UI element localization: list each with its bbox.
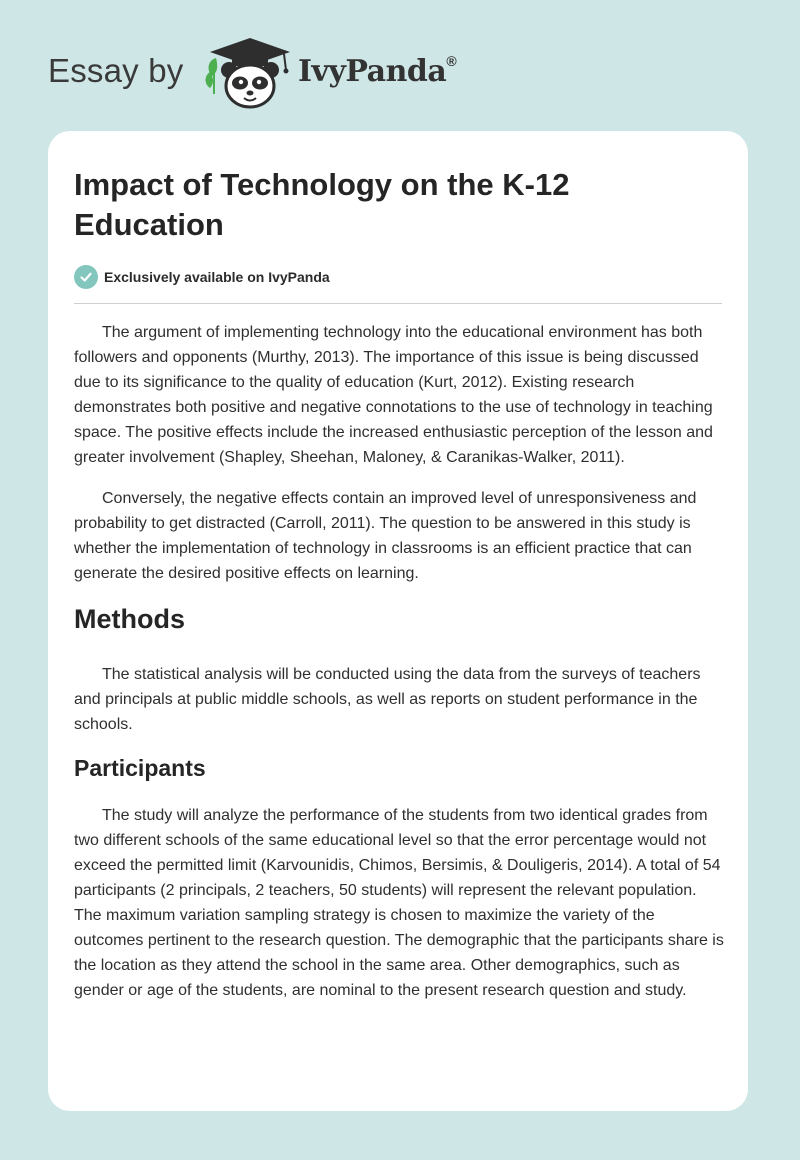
- title-divider: [74, 303, 722, 304]
- participants-paragraph: The study will analyze the performance of the students from two identical grades from two different schools of the same educational level so that the error percentage would not exceed the permitted limit (Karvounidis, Chimos, Bersimis, & Douligeris, 2014). A total of 54 participants (2 principals, 2 teachers, 50 students) will represent the relevant population. The maximum variation sampling strategy is chosen to maximize the variety of the outcomes pertinent to the research question. The demographic that the participants share is the location as they attend the school in the same area. Other demographics, such as gender or age of the students, are nominal to the present research question and study.: [74, 807, 724, 999]
- registered-mark: ®: [446, 53, 457, 69]
- article-body: [74, 320, 726, 1019]
- article-title: Impact of Technology on the K-12 Education: [74, 167, 570, 242]
- brand-name-text: IvyPanda: [298, 54, 447, 89]
- methods-paragraph: The statistical analysis will be conducted using the data from the surveys of teachers and principals at public middle schools, as well as reports on student performance in the schools.: [74, 666, 701, 733]
- site-header: [48, 36, 748, 116]
- exclusive-badge-text: Exclusively available on IvyPanda: [104, 269, 330, 285]
- methods-heading: Methods: [74, 604, 185, 634]
- participants-heading: Participants: [74, 755, 206, 781]
- panda-graduate-logo-icon[interactable]: [202, 36, 298, 110]
- check-circle-icon: [74, 265, 98, 289]
- exclusive-badge: [74, 264, 330, 290]
- intro-paragraph-1: The argument of implementing technology into the educational environment has both followers and opponents (Murthy, 2013). The importance of this issue is being discussed due to its significance to the quality of education (Kurt, 2012). Existing research demonstrates both positive and negative connotations to the use of technology in teaching space. The positive effects include the increased enthusiastic perception of the lesson and greater involvement (Shapley, Sheehan, Maloney, & Caranikas-Walker, 2011).: [74, 324, 713, 466]
- article-card: [48, 131, 748, 1111]
- intro-paragraph-2: Conversely, the negative effects contain an improved level of unresponsiveness and probability to get distracted (Carroll, 2011). The question to be answered in this study is whether the implementation of technology in classrooms is an efficient practice that can generate the desired positive effects on learning.: [74, 490, 697, 582]
- brand-name[interactable]: [298, 54, 456, 89]
- essay-by-label: Essay by: [48, 52, 184, 89]
